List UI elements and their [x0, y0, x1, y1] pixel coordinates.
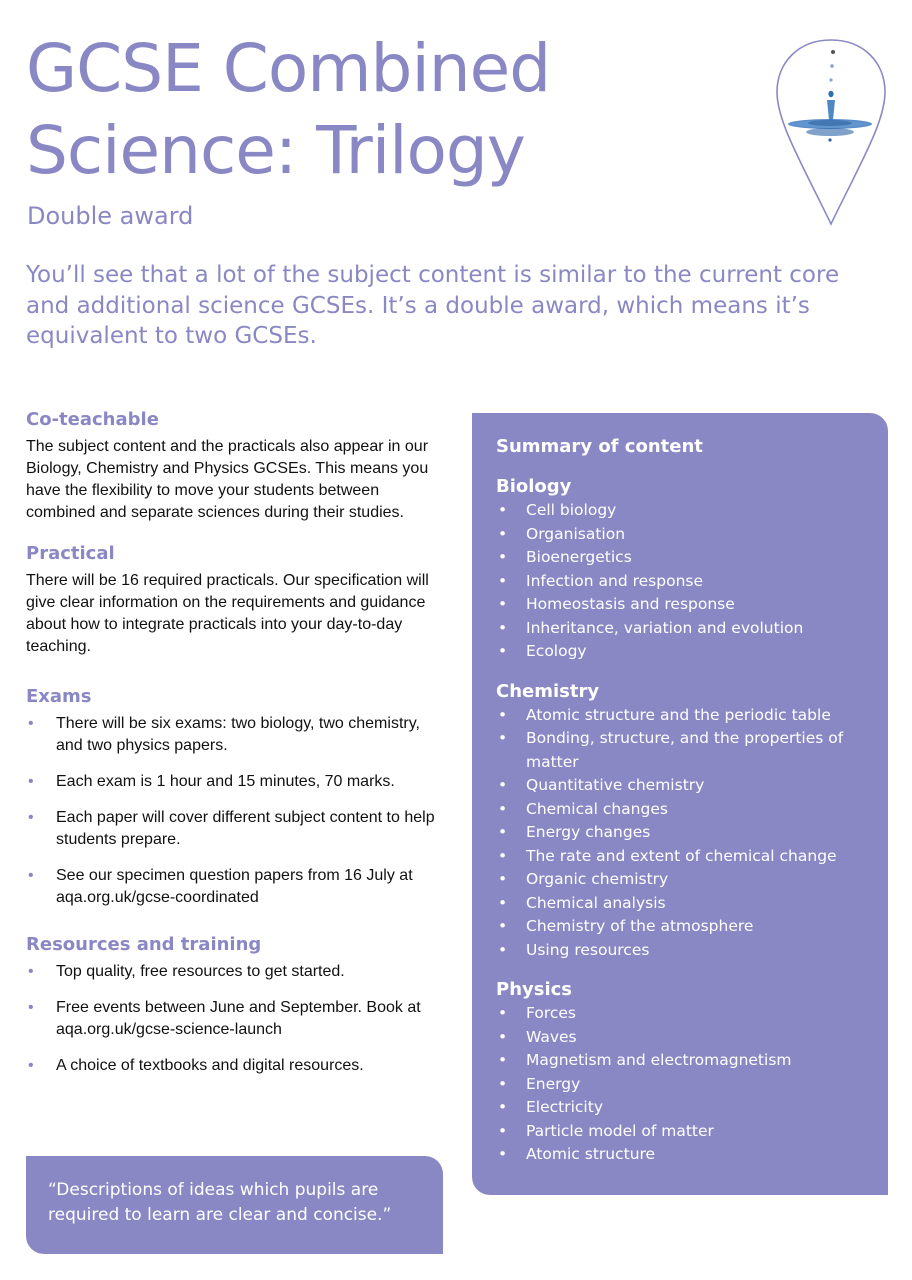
list-item: • Each exam is 1 hour and 15 minutes, 70 marks.	[26, 771, 446, 793]
intro-text: You’ll see that a lot of the subject content is similar to the current core and additional science GCSEs. It’s a double award, which means it’s equivalent to two GCSEs.	[26, 262, 840, 349]
resources-section	[26, 933, 446, 1077]
list-item: • Chemical analysis	[496, 892, 870, 916]
page-subtitle: Double award	[27, 202, 194, 230]
coteachable-section	[26, 408, 446, 524]
list-item: • Organic chemistry	[496, 868, 870, 892]
list-item: • The rate and extent of chemical change	[496, 845, 870, 869]
list-item: • Forces	[496, 1002, 870, 1026]
physics-list	[496, 1002, 870, 1167]
list-item: • Infection and response	[496, 570, 870, 594]
testimonial-quote: “Descriptions of ideas which pupils are required to learn are clear and concise.”	[26, 1156, 443, 1254]
list-item: • Bioenergetics	[496, 546, 870, 570]
list-item: • Cell biology	[496, 499, 870, 523]
summary-panel	[472, 413, 888, 1195]
list-item: • There will be six exams: two biology, two chemistry, and two physics papers.	[26, 713, 446, 757]
coteachable-heading: Co-teachable	[26, 409, 159, 430]
list-item: • Quantitative chemistry	[496, 774, 870, 798]
exams-section	[26, 685, 446, 909]
list-item: • Using resources	[496, 939, 870, 963]
list-item: • Chemistry of the atmosphere	[496, 915, 870, 939]
list-item: • Waves	[496, 1026, 870, 1050]
practical-section	[26, 542, 446, 658]
exams-list	[26, 713, 446, 909]
coteachable-text: The subject content and the practicals also appear in our Biology, Chemistry and Physics GCSEs. This means you have the flexibility to move your students between combined and separate sciences during their studies.	[26, 438, 429, 521]
list-item: • Inheritance, variation and evolution	[496, 617, 870, 641]
list-item: • Energy changes	[496, 821, 870, 845]
physics-heading: Physics	[496, 979, 573, 1000]
practical-heading: Practical	[26, 543, 115, 564]
list-item: • Homeostasis and response	[496, 593, 870, 617]
resources-list	[26, 961, 446, 1077]
chemistry-heading: Chemistry	[496, 680, 600, 702]
list-item: • Electricity	[496, 1096, 870, 1120]
list-item: • Atomic structure	[496, 1143, 870, 1167]
biology-list	[496, 499, 870, 664]
left-column	[26, 408, 446, 1077]
list-item: • Particle model of matter	[496, 1120, 870, 1144]
list-item: • A choice of textbooks and digital resources.	[26, 1055, 446, 1077]
list-item: • Bonding, structure, and the properties of matter	[496, 727, 870, 774]
summary-title: Summary of content	[496, 436, 703, 457]
list-item: • Each paper will cover different subject content to help students prepare.	[26, 807, 446, 851]
list-item: • See our specimen question papers from 16 July at aqa.org.uk/gcse-coordinated	[26, 865, 446, 909]
list-item: • Energy	[496, 1073, 870, 1097]
practical-text: There will be 16 required practicals. Our specification will give clear information on the requirements and guidance about how to integrate practicals into your day-to-day teaching.	[26, 572, 429, 655]
list-item: • Ecology	[496, 640, 870, 664]
title-line-1: GCSE Combined	[26, 30, 551, 107]
page-title	[26, 28, 550, 192]
list-item: • Magnetism and electromagnetism	[496, 1049, 870, 1073]
biology-heading: Biology	[496, 476, 572, 497]
resources-heading: Resources and training	[26, 934, 262, 955]
list-item: • Atomic structure and the periodic table	[496, 704, 870, 728]
title-line-2: Science: Trilogy	[26, 112, 525, 189]
chemistry-list	[496, 704, 870, 963]
list-item: • Organisation	[496, 523, 870, 547]
list-item: • Top quality, free resources to get started.	[26, 961, 446, 983]
exams-heading: Exams	[26, 686, 92, 707]
list-item: • Free events between June and September. Book at aqa.org.uk/gcse-science-launch	[26, 997, 446, 1041]
water-drop-icon	[772, 36, 890, 228]
list-item: • Chemical changes	[496, 798, 870, 822]
